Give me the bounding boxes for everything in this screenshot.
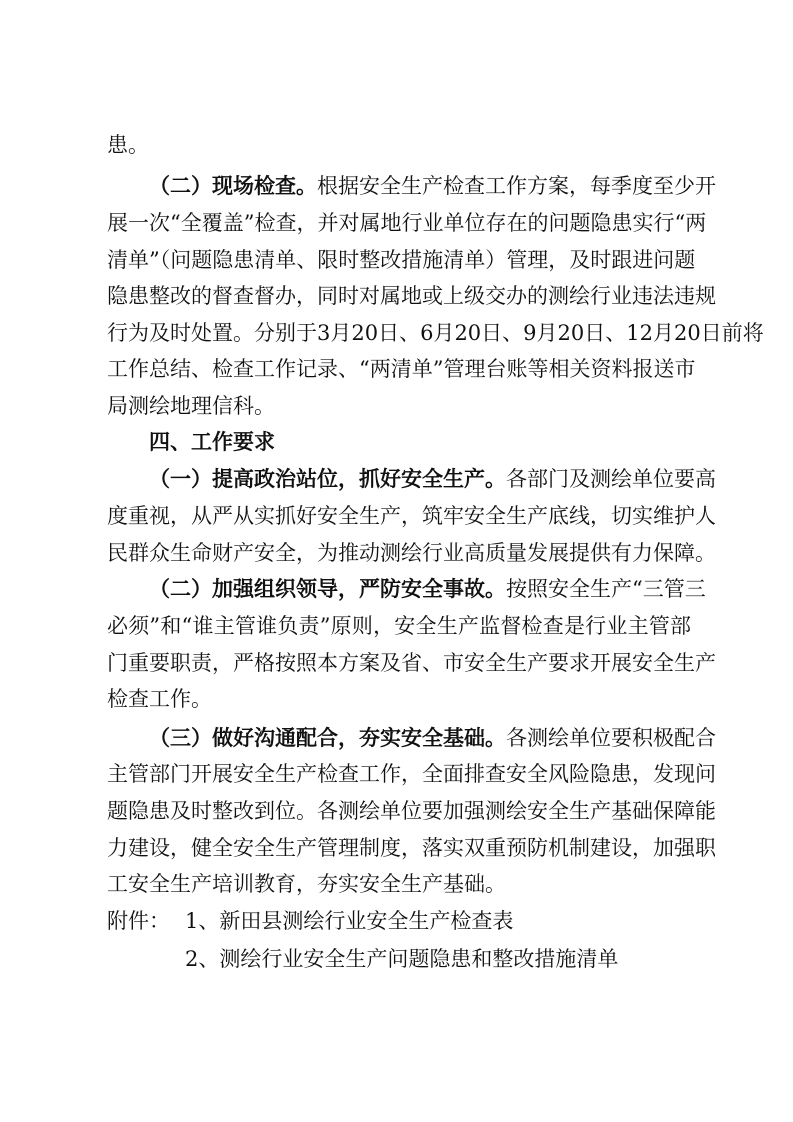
paragraph-line: 门重要职责，严格按照本方案及省、市安全生产要求开展安全生产 [107,651,716,675]
paragraph-line: 局测绘地理信科。 [107,394,275,418]
paragraph-text: 根据安全生产检查工作方案，每季度至少开 [317,174,716,198]
attachment-item: 1、新田县测绘行业安全生产检查表 [185,909,514,933]
paragraph-line: 工安全生产培训教育，夯实安全生产基础。 [107,872,506,896]
paragraph-text: 各部门及测绘单位要高 [506,467,716,491]
paragraph-line: 必须”和“谁主管谁负责”原则，安全生产监督检查是行业主管部 [107,614,691,638]
paragraph-text: 按照安全生产“三管三 [506,577,706,601]
paragraph-line: 清单”（问题隐患清单、限时整改措施清单）管理，及时跟进问题 [107,248,696,272]
paragraph-line: 检查工作。 [107,687,212,711]
paragraph-line [149,464,716,494]
paragraph-line: 主管部门开展安全生产检查工作，全面排查安全风险隐患，发现问 [107,762,716,786]
paragraph-line [149,723,716,753]
section-heading: （一）提高政治站位，抓好安全生产。 [149,466,506,491]
paragraph-line [149,574,706,604]
paragraph-line: 工作总结、检查工作记录、“两清单”管理台账等相关资料报送市 [107,357,696,381]
paragraph-line: 展一次“全覆盖”检查，并对属地行业单位存在的问题隐患实行“两 [107,211,707,235]
paragraph-line: 度重视，从严从实抓好安全生产，筑牢安全生产底线，切实维护人 [107,504,716,528]
paragraph-line: 民群众生命财产安全，为推动测绘行业高质量发展提供有力保障。 [107,541,716,565]
paragraph-line: 力建设，健全安全生产管理制度，落实双重预防机制建设，加强职 [107,836,716,860]
section-heading: （二）现场检查。 [149,173,317,198]
section-heading: （三）做好沟通配合，夯实安全基础。 [149,725,506,750]
attachment-item: 2、测绘行业安全生产问题隐患和整改措施清单 [185,947,619,971]
paragraph-line [149,171,716,201]
paragraph-line: 题隐患及时整改到位。各测绘单位要加强测绘安全生产基础保障能 [107,799,716,823]
attachments-label: 附件： [107,909,170,933]
section-heading: 四、工作要求 [149,429,275,454]
paragraph-line: 患。 [107,133,149,157]
paragraph-line: 隐患整改的督查督办，同时对属地或上级交办的测绘行业违法违规 [107,284,716,308]
paragraph-text: 各测绘单位要积极配合 [506,726,716,750]
paragraph-line: 行为及时处置。分别于3月20日、6月20日、9月20日、12月20日前将 [107,321,764,345]
section-heading: （二）加强组织领导，严防安全事故。 [149,576,506,601]
